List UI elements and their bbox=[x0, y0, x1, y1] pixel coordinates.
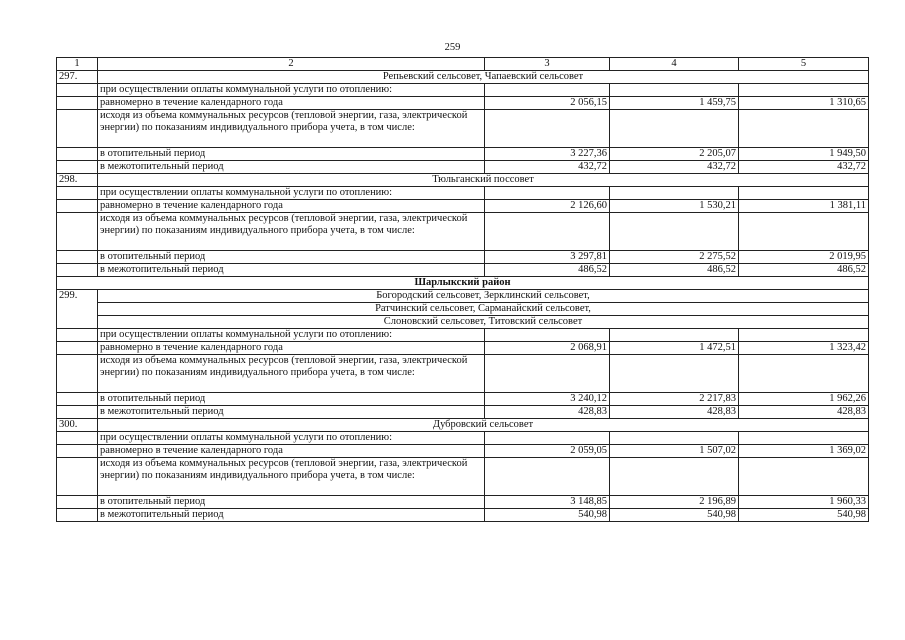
value-col-4: 428,83 bbox=[610, 406, 739, 419]
value-col-3 bbox=[485, 329, 610, 342]
value-col-5: 1 381,11 bbox=[739, 200, 869, 213]
value-col-4 bbox=[610, 329, 739, 342]
value-col-3: 3 227,36 bbox=[485, 148, 610, 161]
value-col-3 bbox=[485, 432, 610, 445]
table-row bbox=[57, 161, 869, 174]
index-cell bbox=[57, 509, 98, 522]
value-col-4 bbox=[610, 355, 739, 393]
table-row bbox=[57, 458, 869, 496]
entry-number: 299. bbox=[57, 290, 98, 329]
value-col-3: 3 297,81 bbox=[485, 251, 610, 264]
row-label: в межотопительный период bbox=[98, 161, 485, 174]
index-cell bbox=[57, 458, 98, 496]
row-label: исходя из объема коммунальных ресурсов (тепловой энергии, газа, электрической энергии) по показаниям индивидуального прибора учета, в том числе: bbox=[98, 458, 485, 496]
value-col-5: 1 949,50 bbox=[739, 148, 869, 161]
value-col-5 bbox=[739, 458, 869, 496]
value-col-4 bbox=[610, 187, 739, 200]
index-cell bbox=[57, 187, 98, 200]
table-row bbox=[57, 432, 869, 445]
entry-title-row bbox=[57, 303, 869, 316]
index-cell bbox=[57, 355, 98, 393]
value-col-5: 540,98 bbox=[739, 509, 869, 522]
row-label: в межотопительный период bbox=[98, 509, 485, 522]
index-cell bbox=[57, 406, 98, 419]
value-col-4: 2 275,52 bbox=[610, 251, 739, 264]
index-cell bbox=[57, 213, 98, 251]
index-cell bbox=[57, 251, 98, 264]
row-label: при осуществлении оплаты коммунальной услуги по отоплению: bbox=[98, 432, 485, 445]
entry-number: 298. bbox=[57, 174, 98, 187]
index-cell bbox=[57, 264, 98, 277]
table-row bbox=[57, 406, 869, 419]
value-col-4 bbox=[610, 110, 739, 148]
entry-number: 300. bbox=[57, 419, 98, 432]
value-col-3 bbox=[485, 458, 610, 496]
value-col-3: 3 240,12 bbox=[485, 393, 610, 406]
value-col-5: 486,52 bbox=[739, 264, 869, 277]
table-row bbox=[57, 148, 869, 161]
row-label: равномерно в течение календарного года bbox=[98, 342, 485, 355]
value-col-5: 428,83 bbox=[739, 406, 869, 419]
value-col-5: 1 960,33 bbox=[739, 496, 869, 509]
value-col-3 bbox=[485, 355, 610, 393]
value-col-3 bbox=[485, 187, 610, 200]
row-label: равномерно в течение календарного года bbox=[98, 200, 485, 213]
column-header: 3 bbox=[485, 58, 610, 71]
table-row bbox=[57, 496, 869, 509]
row-label: при осуществлении оплаты коммунальной услуги по отоплению: bbox=[98, 329, 485, 342]
row-label: исходя из объема коммунальных ресурсов (тепловой энергии, газа, электрической энергии) по показаниям индивидуального прибора учета, в том числе: bbox=[98, 355, 485, 393]
value-col-4: 2 217,83 bbox=[610, 393, 739, 406]
row-label: равномерно в течение календарного года bbox=[98, 445, 485, 458]
row-label: исходя из объема коммунальных ресурсов (тепловой энергии, газа, электрической энергии) по показаниям индивидуального прибора учета, в том числе: bbox=[98, 110, 485, 148]
entry-title-row bbox=[57, 316, 869, 329]
table-row bbox=[57, 187, 869, 200]
table-row bbox=[57, 110, 869, 148]
entry-number: 297. bbox=[57, 71, 98, 84]
entry-title-row bbox=[57, 419, 869, 432]
value-col-3: 2 059,05 bbox=[485, 445, 610, 458]
table-row bbox=[57, 445, 869, 458]
table-row bbox=[57, 393, 869, 406]
entry-title: Ратчинский сельсовет, Сарманайский сельсовет, bbox=[98, 303, 869, 316]
value-col-5 bbox=[739, 432, 869, 445]
index-cell bbox=[57, 110, 98, 148]
value-col-3: 3 148,85 bbox=[485, 496, 610, 509]
district-title: Шарлыкский район bbox=[57, 277, 869, 290]
row-label: при осуществлении оплаты коммунальной услуги по отоплению: bbox=[98, 187, 485, 200]
value-col-3: 432,72 bbox=[485, 161, 610, 174]
tariff-table bbox=[56, 57, 869, 522]
row-label: в отопительный период bbox=[98, 496, 485, 509]
table-row bbox=[57, 251, 869, 264]
value-col-5 bbox=[739, 355, 869, 393]
entry-title-row bbox=[57, 174, 869, 187]
entry-title: Дубровский сельсовет bbox=[98, 419, 869, 432]
value-col-5 bbox=[739, 84, 869, 97]
value-col-5 bbox=[739, 329, 869, 342]
value-col-5: 432,72 bbox=[739, 161, 869, 174]
table-row bbox=[57, 509, 869, 522]
column-header: 2 bbox=[98, 58, 485, 71]
index-cell bbox=[57, 148, 98, 161]
row-label: при осуществлении оплаты коммунальной услуги по отоплению: bbox=[98, 84, 485, 97]
index-cell bbox=[57, 432, 98, 445]
value-col-4 bbox=[610, 213, 739, 251]
row-label: равномерно в течение календарного года bbox=[98, 97, 485, 110]
value-col-5 bbox=[739, 110, 869, 148]
row-label: в отопительный период bbox=[98, 393, 485, 406]
row-label: в межотопительный период bbox=[98, 264, 485, 277]
column-header: 5 bbox=[739, 58, 869, 71]
table-row bbox=[57, 329, 869, 342]
value-col-3: 2 126,60 bbox=[485, 200, 610, 213]
value-col-4 bbox=[610, 458, 739, 496]
index-cell bbox=[57, 84, 98, 97]
district-header-row bbox=[57, 277, 869, 290]
column-header: 1 bbox=[57, 58, 98, 71]
value-col-5: 1 369,02 bbox=[739, 445, 869, 458]
index-cell bbox=[57, 161, 98, 174]
row-label: в отопительный период bbox=[98, 251, 485, 264]
row-label: в отопительный период bbox=[98, 148, 485, 161]
value-col-5 bbox=[739, 213, 869, 251]
entry-title-row bbox=[57, 290, 869, 303]
value-col-4: 1 472,51 bbox=[610, 342, 739, 355]
value-col-3: 428,83 bbox=[485, 406, 610, 419]
value-col-5: 1 310,65 bbox=[739, 97, 869, 110]
page-number: 259 bbox=[444, 42, 461, 53]
table-row bbox=[57, 84, 869, 97]
value-col-4: 432,72 bbox=[610, 161, 739, 174]
value-col-3: 2 056,15 bbox=[485, 97, 610, 110]
index-cell bbox=[57, 393, 98, 406]
table-row bbox=[57, 200, 869, 213]
table-row bbox=[57, 355, 869, 393]
value-col-5: 1 323,42 bbox=[739, 342, 869, 355]
value-col-4: 486,52 bbox=[610, 264, 739, 277]
value-col-5 bbox=[739, 187, 869, 200]
value-col-3 bbox=[485, 213, 610, 251]
table-row bbox=[57, 342, 869, 355]
entry-title: Слоновский сельсовет, Титовский сельсовет bbox=[98, 316, 869, 329]
index-cell bbox=[57, 342, 98, 355]
value-col-3: 2 068,91 bbox=[485, 342, 610, 355]
index-cell bbox=[57, 200, 98, 213]
entry-title: Репьевский сельсовет, Чапаевский сельсовет bbox=[98, 71, 869, 84]
index-cell bbox=[57, 496, 98, 509]
value-col-4: 1 459,75 bbox=[610, 97, 739, 110]
table-row bbox=[57, 264, 869, 277]
entry-title-row bbox=[57, 71, 869, 84]
index-cell bbox=[57, 97, 98, 110]
value-col-3 bbox=[485, 110, 610, 148]
index-cell bbox=[57, 445, 98, 458]
column-header-row bbox=[57, 58, 869, 71]
value-col-5: 1 962,26 bbox=[739, 393, 869, 406]
column-header: 4 bbox=[610, 58, 739, 71]
value-col-5: 2 019,95 bbox=[739, 251, 869, 264]
value-col-4: 2 196,89 bbox=[610, 496, 739, 509]
value-col-4 bbox=[610, 84, 739, 97]
table-row bbox=[57, 213, 869, 251]
value-col-3: 486,52 bbox=[485, 264, 610, 277]
value-col-3: 540,98 bbox=[485, 509, 610, 522]
row-label: исходя из объема коммунальных ресурсов (тепловой энергии, газа, электрической энергии) по показаниям индивидуального прибора учета, в том числе: bbox=[98, 213, 485, 251]
table-row bbox=[57, 97, 869, 110]
index-cell bbox=[57, 329, 98, 342]
value-col-3 bbox=[485, 84, 610, 97]
row-label: в межотопительный период bbox=[98, 406, 485, 419]
value-col-4: 2 205,07 bbox=[610, 148, 739, 161]
entry-title: Тюльганский поссовет bbox=[98, 174, 869, 187]
value-col-4 bbox=[610, 432, 739, 445]
entry-title: Богородский сельсовет, Зерклинский сельсовет, bbox=[98, 290, 869, 303]
value-col-4: 540,98 bbox=[610, 509, 739, 522]
value-col-4: 1 507,02 bbox=[610, 445, 739, 458]
value-col-4: 1 530,21 bbox=[610, 200, 739, 213]
